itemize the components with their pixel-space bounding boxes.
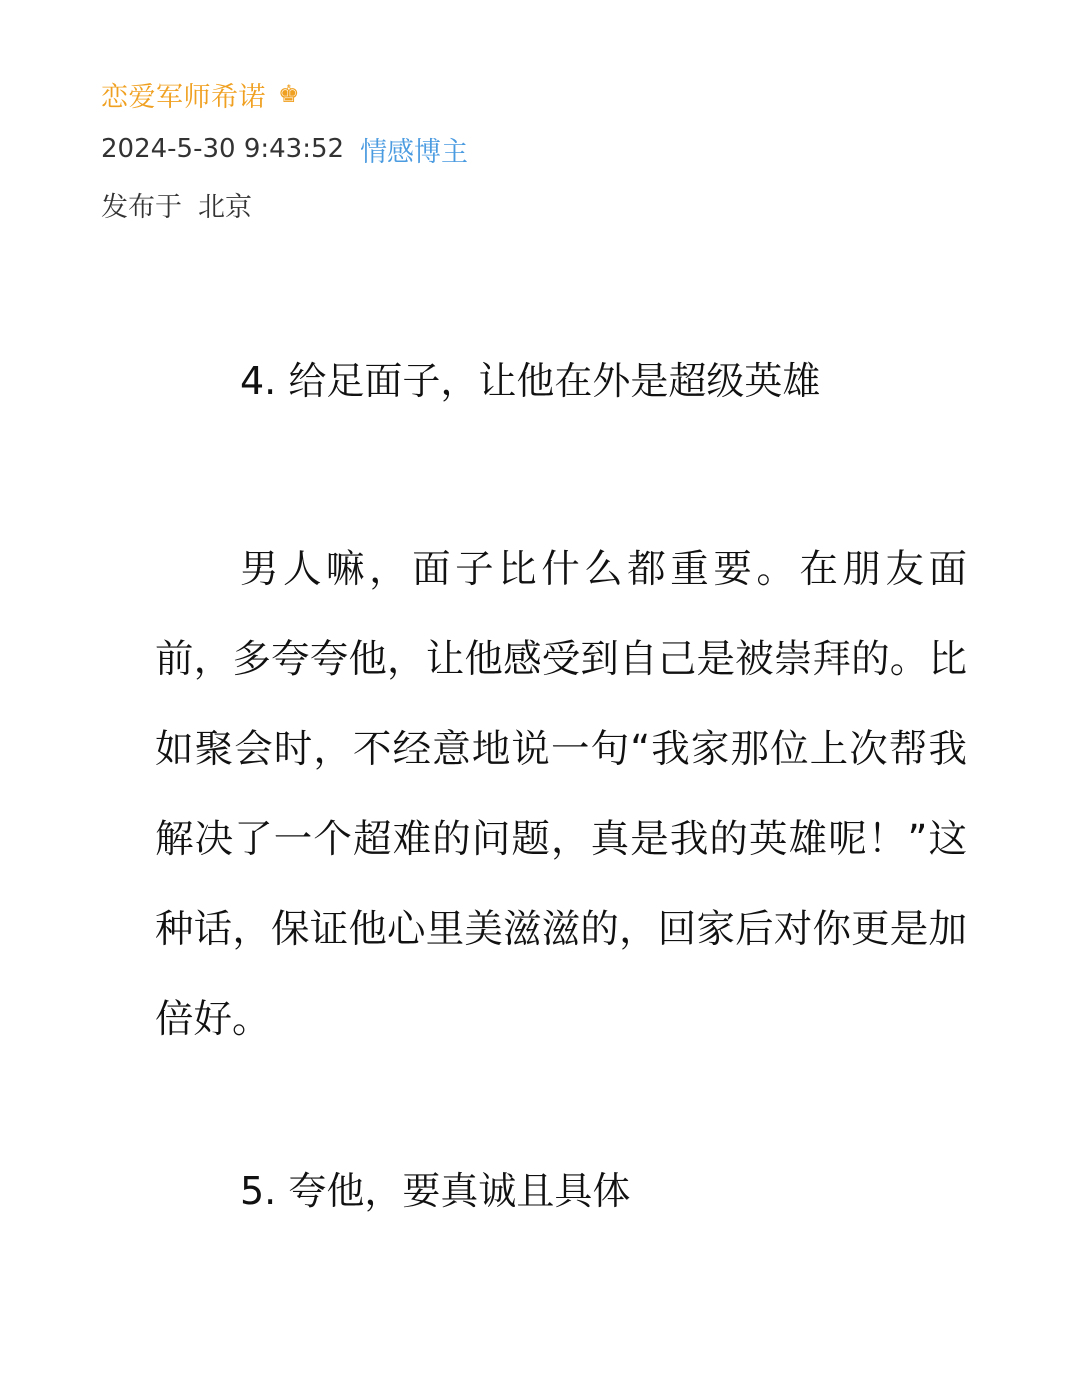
author-tag[interactable]: 情感博主 — [360, 136, 469, 168]
location-value: 北京 — [198, 191, 252, 223]
author-row — [101, 72, 468, 116]
section-heading-5: 5. 夸他，要真诚且具体 — [240, 1169, 631, 1213]
meta-row — [101, 127, 468, 171]
location-row — [101, 182, 468, 226]
crown-icon: ♚ — [278, 80, 300, 108]
post-timestamp: 2024-5-30 9:43:52 — [101, 134, 345, 164]
location-label: 发布于 — [101, 191, 182, 223]
author-name[interactable]: 恋爱军师希诺 — [101, 81, 266, 113]
post-header — [101, 72, 468, 226]
section-paragraph-4: 男人嘛，面子比什么都重要。在朋友面前，多夸夸他，让他感受到自己是被崇拜的。比如聚会时，不经意地说一句“我家那位上次帮我解决了一个超难的问题，真是我的英雄呢！”这种话，保证他心里美滋滋的，回家后对你更是加倍好。 — [155, 547, 967, 1042]
section-heading-4: 4. 给足面子，让他在外是超级英雄 — [240, 359, 821, 403]
